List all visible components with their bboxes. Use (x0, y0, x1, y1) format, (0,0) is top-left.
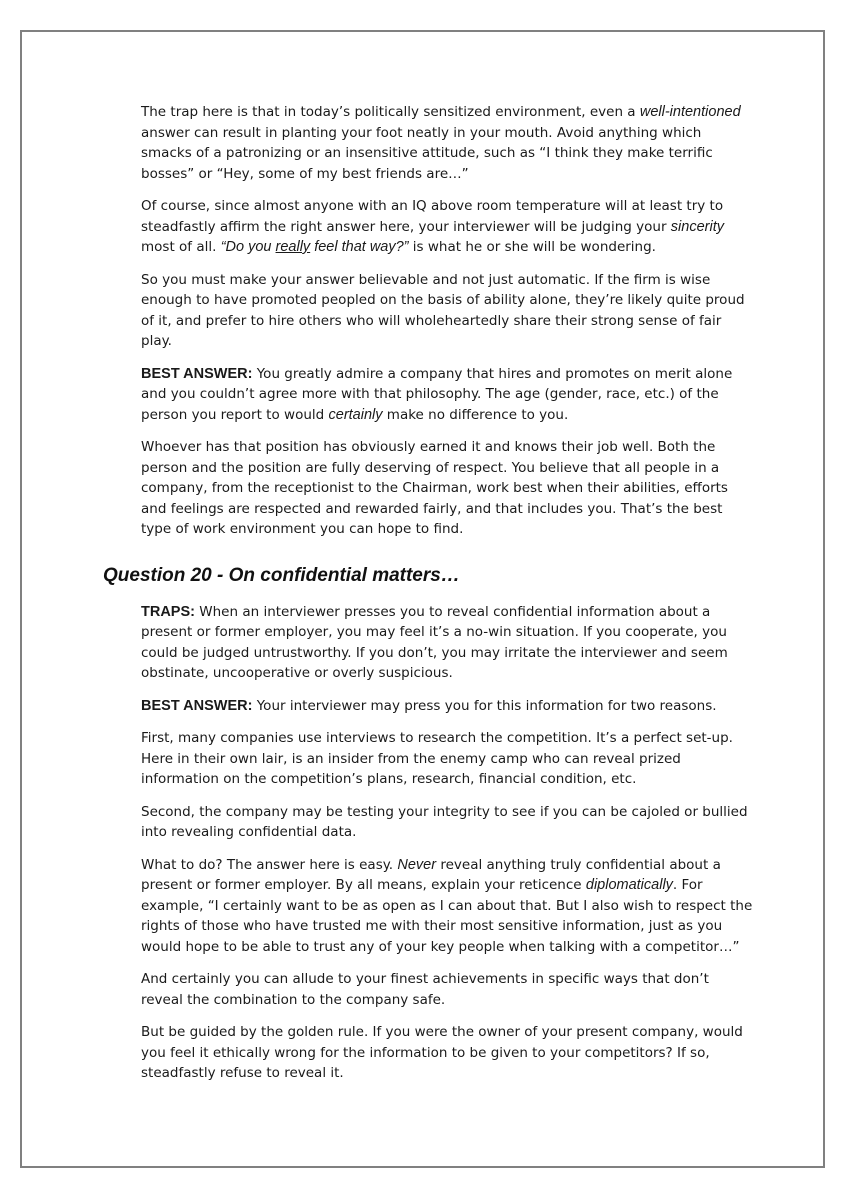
text: Your interviewer may press you for this information for two reasons. (252, 697, 717, 714)
emphasis: “Do you (220, 239, 276, 255)
text: You greatly admire a company that hires and promotes on merit alone and you couldn’t agree more with that philosophy. The age (gender, race, etc.) of the person you report to would (141, 365, 733, 423)
paragraph (141, 696, 753, 717)
emphasis: well-intentioned (639, 104, 741, 120)
text: answer can result in planting your foot neatly in your mouth. Avoid anything which smacks of a patronizing or an insensitive attitude, such as “I think they make terrific bosses” or “Hey, some of my best friends are…” (141, 124, 713, 182)
section-heading (103, 564, 753, 588)
text: The trap here is that in today’s politically sensitized environment, even a (141, 104, 640, 120)
text: reveal anything truly confidential about a present or former employer. By all means, explain your reticence (141, 856, 721, 893)
heading-title: On confidential matters… (223, 564, 460, 586)
best-answer-label: BEST ANSWER: (141, 365, 253, 382)
document-body (103, 102, 753, 1096)
emphasis: diplomatically (585, 877, 673, 893)
paragraph: But be guided by the golden rule. If you were the owner of your present company, would you feel it ethically wrong for the information to be given to your competitors? If so, steadfastly refuse to reveal it. (141, 1024, 743, 1081)
paragraph (141, 602, 753, 684)
emphasis: sincerity (670, 218, 724, 235)
paragraph: And certainly you can allude to your finest achievements in specific ways that don’t reveal the combination to the company safe. (141, 971, 709, 1008)
text: is what he or she will be wondering. (408, 239, 656, 255)
traps-label: TRAPS: (141, 603, 195, 620)
paragraph: So you must make your answer believable and not just automatic. If the firm is wise enough to have promoted peopled on the basis of ability alone, they’re likely quite proud of it, and prefer to hire others who will wholeheartedly share their strong sense of fair play. (141, 271, 745, 349)
text: Of course, since almost anyone with an IQ above room temperature will at least try to steadfastly affirm the right answer here, your interviewer will be judging your (141, 198, 724, 235)
emphasis: certainly (328, 406, 383, 423)
heading-number: Question 20 - (103, 564, 224, 586)
text: When an interviewer presses you to reveal confidential information about a present or former employer, you may feel it’s a no-win situation. If you cooperate, you could be judged untrustworthy. If you don’t, you may irritate the interviewer and seem obstinate, uncooperative or overly suspicious. (141, 603, 728, 681)
paragraph (141, 364, 753, 426)
text: most of all. (141, 239, 221, 255)
paragraph: Second, the company may be testing your integrity to see if you can be cajoled or bullied into revealing confidential data. (141, 803, 748, 840)
paragraph: Whoever has that position has obviously earned it and knows their job well. Both the person and the position are fully deserving of respect. You believe that all people in a company, from the receptionist to the Chairman, work best when their abilities, efforts and feelings are respected and rewarded fairly, and that includes you. That’s the best type of work environment you can hope to find. (141, 439, 728, 537)
paragraph (141, 196, 753, 258)
paragraph: First, many companies use interviews to research the competition. It’s a perfect set-up. Here in their own lair, is an insider from the enemy camp who can reveal prized information on the competition’s plans, research, financial condition, etc. (141, 730, 733, 787)
text: make no difference to you. (382, 406, 569, 423)
text: . For example, “I certainly want to be as open as I can about that. But I also wish to respect the rights of those who have trusted me with their most sensitive information, just as you would hope to be able to trust any of your key people when talking with a competitor…” (141, 877, 753, 955)
best-answer-label: BEST ANSWER: (141, 697, 253, 714)
emphasis: feel that way?” (310, 239, 409, 255)
text: What to do? The answer here is easy. (141, 856, 398, 873)
underlined-emphasis: really (275, 239, 311, 255)
paragraph (141, 855, 753, 958)
paragraph (141, 102, 753, 184)
emphasis: Never (397, 856, 437, 873)
